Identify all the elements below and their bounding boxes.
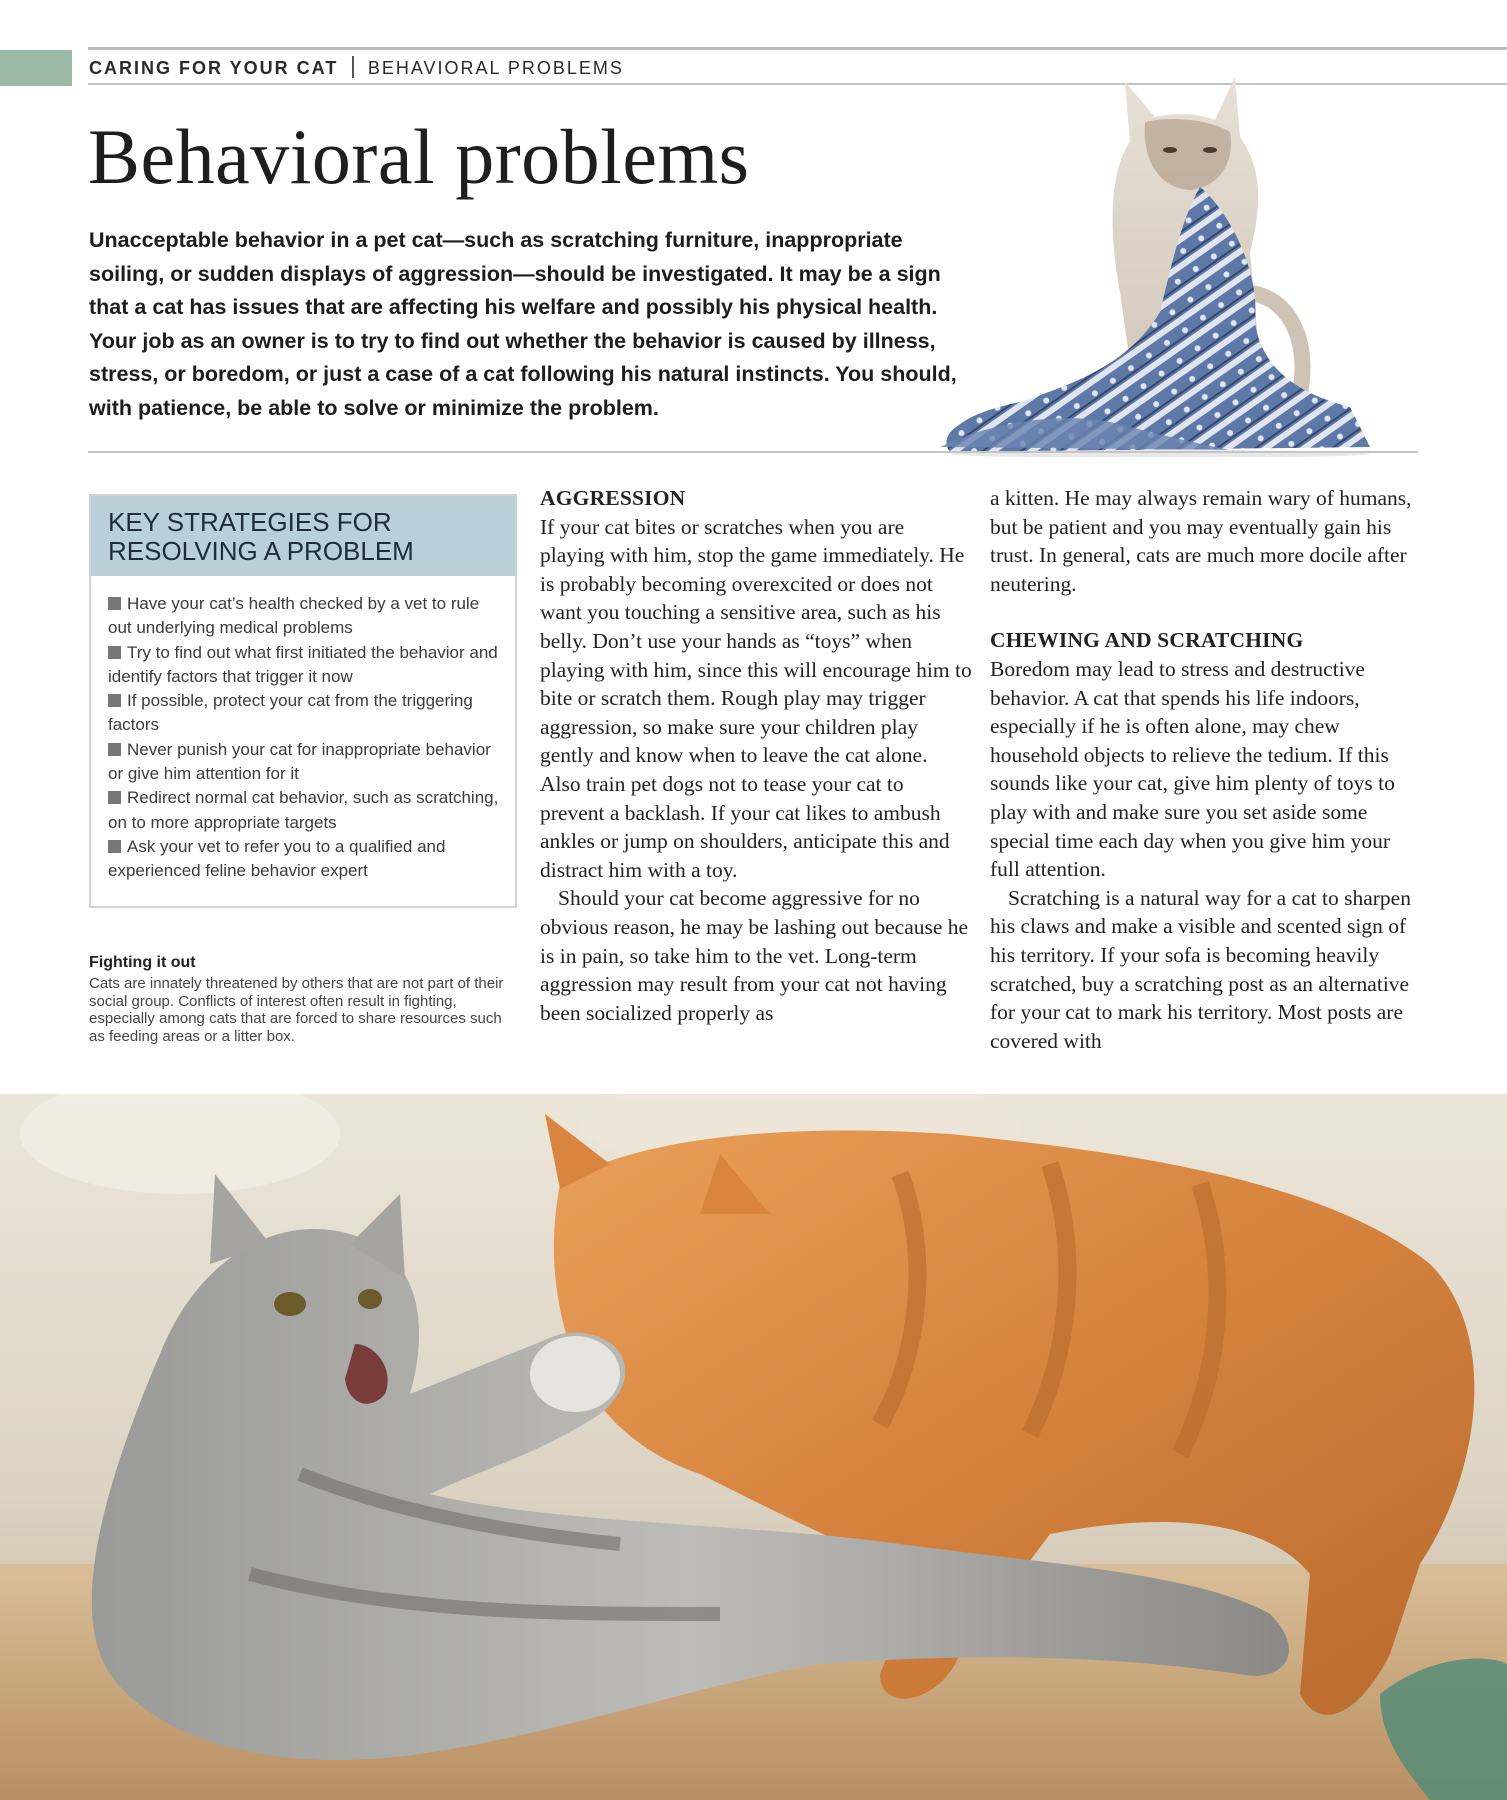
strategy-item: [108, 835, 505, 884]
fighting-cats-photo: [0, 1094, 1507, 1800]
chewing-heading: CHEWING AND SCRATCHING: [990, 628, 1304, 653]
aggression-heading: AGGRESSION: [540, 486, 686, 510]
strategy-text: Try to find out what first initiated the behavior and identify factors that trigger it now: [108, 642, 498, 686]
square-bullet-icon: [108, 791, 121, 804]
page-title: Behavioral problems: [88, 113, 750, 200]
square-bullet-icon: [108, 743, 121, 756]
intro-paragraph: Unacceptable behavior in a pet cat—such as scratching furniture, inappropriate soiling, or sudden displays of aggression—should be investigated. It may be a sign that a cat has issues that are affecting his welfare and possibly his physical health. Your job as an owner is to try to find out whether the behavior is caused by illness, stress, or boredom, or just a case of a cat following his natural instincts. You should, with patience, be able to solve or minimize the problem.: [89, 228, 957, 420]
strategy-item: [108, 641, 505, 690]
section-divider-rule: [88, 451, 1418, 453]
strategy-item: [108, 592, 505, 641]
square-bullet-icon: [108, 646, 121, 659]
photo-caption-title: Fighting it out: [89, 954, 196, 971]
photo-caption-body: Cats are innately threatened by others that are not part of their social group. Conflicts of interest often result in fighting, especially among cats that are forced to share resources such as feeding areas or a litter box.: [89, 975, 504, 1045]
strategy-item: [108, 786, 505, 835]
key-strategies-heading-line2: RESOLVING A PROBLEM: [108, 536, 414, 566]
aggression-paragraph-1: If your cat bites or scratches when you are playing with him, stop the game immediately. He is probably becoming overexcited or does not want you touching a sensitive area, such as his belly. Don’t use your hands as “toys” when playing with him, since this will encourage him to bite or scratch them. Rough play may trigger aggression, so make sure your children play gently and know when to leave the cat alone. Also train pet dogs not to tease your cat to prevent a backlash. If your cat likes to ambush ankles or jump on shoulders, anticipate this and distract him with a toy.: [540, 514, 972, 882]
strategy-item: [108, 738, 505, 787]
key-strategies-panel: [89, 494, 517, 908]
strategy-text: Have your cat’s health checked by a vet to rule out underlying medical problems: [108, 594, 480, 638]
strategy-item: [108, 689, 505, 738]
strategy-text: Ask your vet to refer you to a qualified and experienced feline behavior expert: [108, 836, 446, 881]
body-column-3: [990, 484, 1422, 1055]
header-rule-top: [88, 47, 1507, 50]
chewing-paragraph-1: Boredom may lead to stress and destructive behavior. A cat that spends his life indoors, especially if he is often alone, may chew household objects to relieve the tedium. If this sounds like your cat, give him plenty of toys to play with and make sure you set aside some special time each day when you give him your full attention.: [990, 656, 1395, 882]
square-bullet-icon: [108, 840, 121, 853]
strategy-text: Never punish your cat for inappropriate behavior or give him attention for it: [108, 739, 491, 784]
running-head: [89, 56, 624, 79]
aggression-paragraph-2: Should your cat become aggressive for no obvious reason, he may be lashing out because he is in pain, so take him to the vet. Long-term aggression may result from your cat not having been socialized properly as: [540, 886, 969, 1025]
key-strategies-list: [91, 592, 515, 884]
key-strategies-heading: [91, 496, 515, 576]
section-tab-marker: [0, 50, 72, 86]
aggression-paragraph-3: a kitten. He may always remain wary of humans, but be patient and you may eventually gain his trust. In general, cats are much more docile after neutering.: [990, 486, 1412, 596]
running-head-section: CARING FOR YOUR CAT: [89, 58, 339, 78]
strategy-text: Redirect normal cat behavior, such as scratching, on to more appropriate targets: [108, 788, 499, 832]
body-column-2: [540, 484, 972, 1027]
running-head-subsection: BEHAVIORAL PROBLEMS: [367, 58, 624, 78]
square-bullet-icon: [108, 597, 121, 610]
running-head-separator: [352, 56, 354, 78]
cat-chewing-blanket-image: [930, 62, 1400, 457]
chewing-paragraph-2: Scratching is a natural way for a cat to sharpen his claws and make a visible and scented sign of his territory. If your sofa is becoming heavily scratched, buy a scratching post as an alternative for your cat to mark his territory. Most posts are covered with: [990, 885, 1411, 1053]
strategy-text: If possible, protect your cat from the triggering factors: [108, 691, 473, 735]
square-bullet-icon: [108, 694, 121, 707]
key-strategies-heading-line1: KEY STRATEGIES FOR: [108, 507, 392, 537]
